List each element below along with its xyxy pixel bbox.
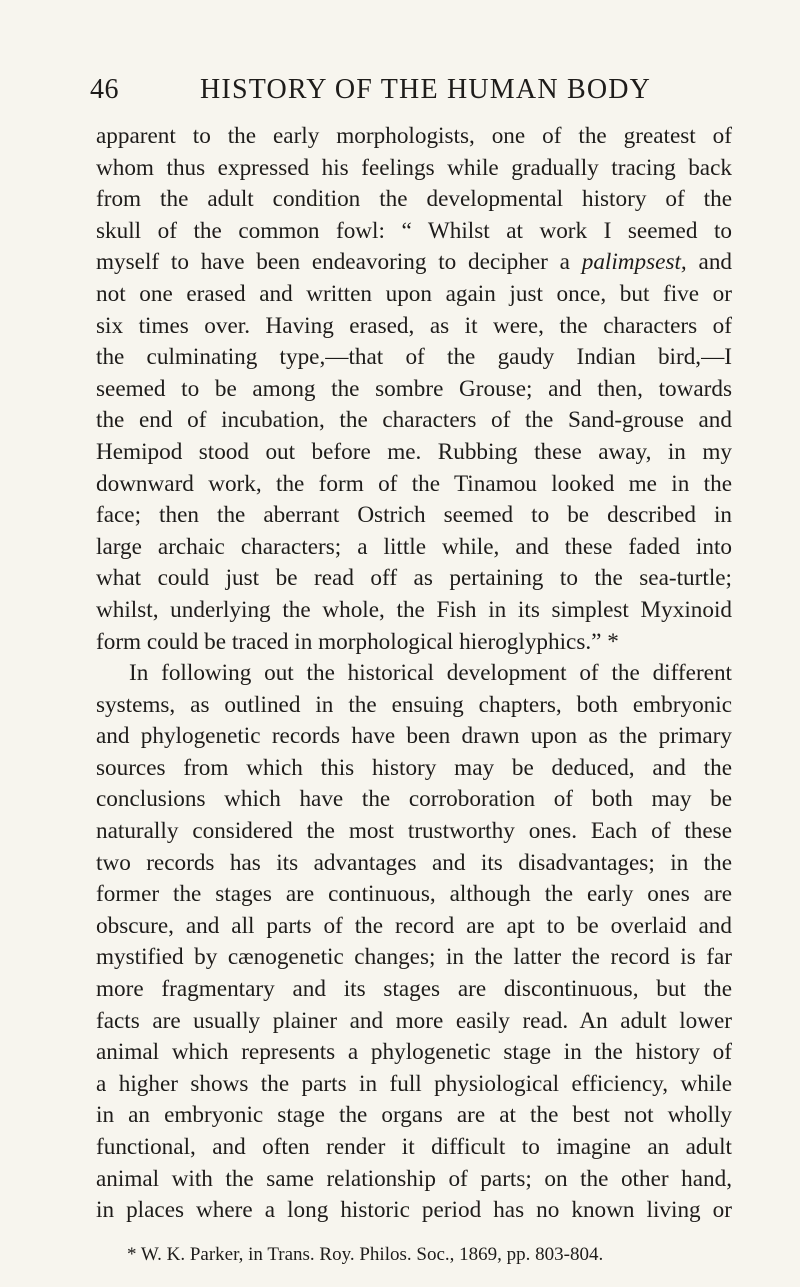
text-line: seemed to be among the sombre Grouse; and then, towards [96,375,732,402]
paragraph-start-line: In following out the historical development of the different [129,660,732,687]
text-line: mystified by cænogenetic changes; in the latter the record is far [96,944,732,971]
page-header [0,74,800,114]
text-line: skull of the common fowl: “ Whilst at work I seemed to [96,217,732,244]
text-line: not one erased and written upon again just once, but five or [96,280,732,307]
text-line: a higher shows the parts in full physiological efficiency, while [96,1070,732,1097]
text-line: the end of incubation, the characters of the Sand-grouse and [96,407,732,434]
running-title: HISTORY OF THE HUMAN BODY [200,74,652,105]
text-line: in places where a long historic period has no known living or [96,1197,732,1224]
page-number: 46 [90,74,119,105]
text-line: more fragmentary and its stages are discontinuous, but the [96,976,732,1003]
text-line: conclusions which have the corroboration of both may be [96,786,732,813]
text-line: form could be traced in morphological hieroglyphics.” * [96,628,619,655]
text-line: facts are usually plainer and more easily read. An adult lower [96,1007,732,1034]
text-line: animal with the same relationship of parts; on the other hand, [96,1165,732,1192]
text-line: the culminating type,—that of the gaudy Indian bird,—I [96,344,732,371]
text-line: Hemipod stood out before me. Rubbing these away, in my [96,438,732,465]
text-line: naturally considered the most trustworthy ones. Each of these [96,818,732,845]
text-line [96,247,732,279]
text-fragment: and [686,249,733,276]
text-line: two records has its advantages and its disadvantages; in the [96,849,732,876]
text-line: functional, and often render it difficult to imagine an adult [96,1134,732,1160]
italic-term-palimpsest: palimpsest, [581,249,687,276]
text-line: downward work, the form of the Tinamou looked me in the [96,470,732,497]
text-line: obscure, and all parts of the record are apt to be overlaid and [96,912,732,939]
footnote: * W. K. Parker, in Trans. Roy. Philos. Soc., 1869, pp. 803-804. [127,1244,604,1265]
text-fragment: myself to have been endeavoring to decipher a [96,249,582,276]
text-line: animal which represents a phylogenetic stage in the history of [96,1039,732,1066]
text-line: face; then the aberrant Ostrich seemed to be described in [96,502,732,529]
text-line: and phylogenetic records have been drawn upon as the primary [96,723,732,750]
text-line: what could just be read off as pertaining to the sea-turtle; [96,565,732,592]
text-line: sources from which this history may be deduced, and the [96,754,732,781]
text-line: from the adult condition the developmental history of the [96,186,732,213]
text-line: systems, as outlined in the ensuing chapters, both embryonic [96,691,732,718]
text-line: apparent to the early morphologists, one of the greatest of [96,123,732,149]
text-line: whom thus expressed his feelings while gradually tracing back [96,154,732,181]
text-line: former the stages are continuous, although the early ones are [96,881,732,908]
body-text [96,121,732,1227]
text-line: six times over. Having erased, as it were, the characters of [96,312,732,339]
text-line: large archaic characters; a little while, and these faded into [96,533,732,560]
text-line: whilst, underlying the whole, the Fish in its simplest Myxinoid [96,596,732,623]
text-line: in an embryonic stage the organs are at the best not wholly [96,1102,732,1129]
